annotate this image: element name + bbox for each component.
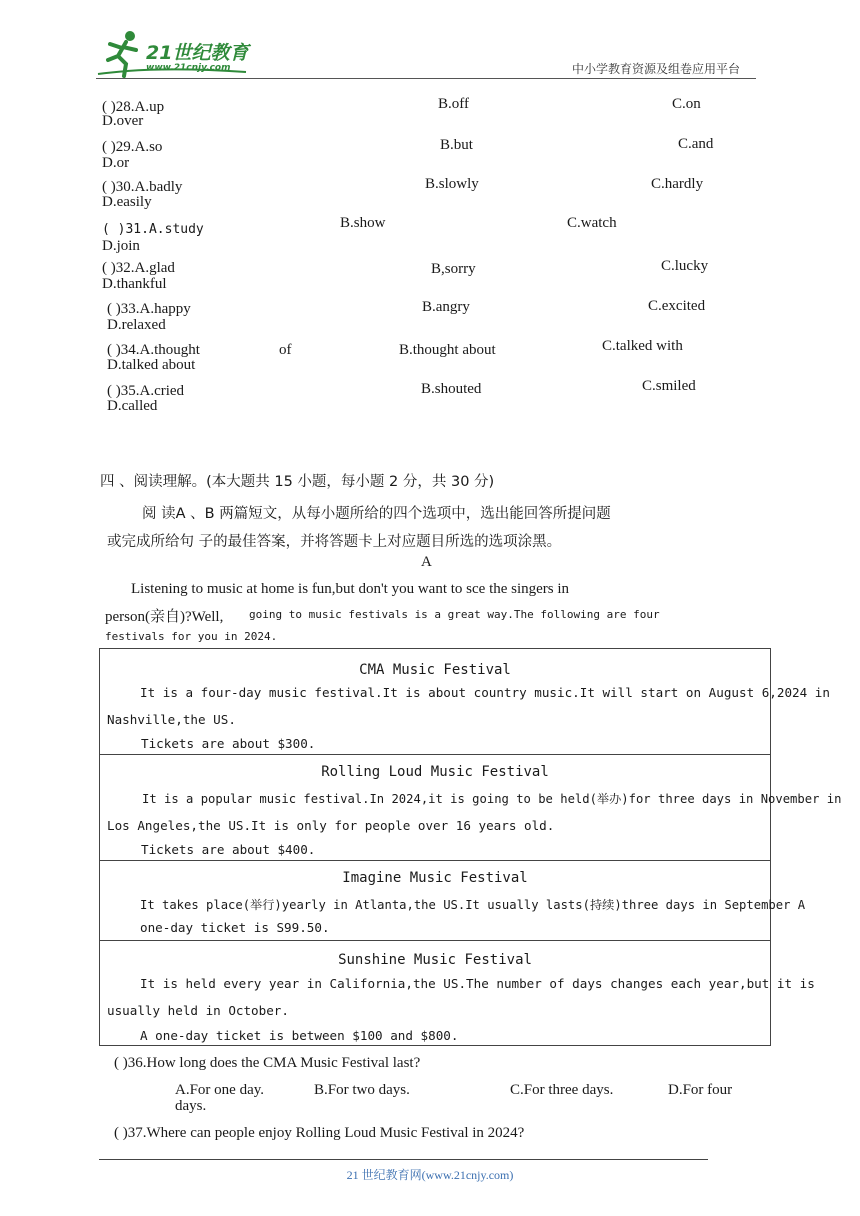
option-d: D.easily: [102, 194, 152, 210]
question-31: ( )31.A.study: [102, 222, 204, 237]
footer-text: 21 世纪教育网(www.21cnjy.com): [346, 1168, 514, 1182]
festival-title: Imagine Music Festival: [342, 870, 528, 886]
option-c: C.lucky: [661, 258, 709, 274]
option-a: A.For one day.: [175, 1082, 265, 1098]
festival-row-imagine: [100, 861, 806, 941]
option-c: C.For three days.: [510, 1082, 614, 1098]
section-heading: 四 、阅读理解。(本大题共 15 小题，每小题 2 分，共 30 分): [100, 474, 495, 490]
festival-row-sunshine: [100, 941, 815, 1045]
option-d: D.called: [107, 398, 158, 414]
option-d-cont: days.: [175, 1098, 207, 1114]
option-b: B.off: [438, 96, 469, 112]
passage-intro: festivals for you in 2024.: [105, 630, 278, 643]
festival-text: It is held every year in California,the US.The number of days changes each year,but it is: [140, 976, 815, 991]
festival-text: Los Angeles,the US.It is only for people over 16 years old.: [107, 818, 555, 833]
option-d: D.For four: [668, 1082, 733, 1098]
festival-title: CMA Music Festival: [359, 662, 511, 678]
festival-title: Sunshine Music Festival: [338, 952, 532, 968]
passage-intro: Listening to music at home is fun,but don't you want to sce the singers in: [131, 581, 570, 597]
option-c: C.excited: [648, 298, 706, 314]
passage-intro: going to music festivals is a great way.The following are four: [249, 608, 660, 621]
option-c: C.on: [672, 96, 701, 112]
option-b: B.but: [440, 137, 473, 153]
festival-text: Tickets are about $400.: [141, 842, 316, 857]
option-c: C.talked with: [602, 338, 683, 354]
instruction-line: 阅 读A 、B 两篇短文，从每小题所给的四个选项中，选出能回答所提问题: [142, 506, 611, 522]
question-36: ( )36.How long does the CMA Music Festival last?: [114, 1055, 421, 1071]
festival-row-cma: [100, 649, 830, 755]
option-c: C.hardly: [651, 176, 704, 192]
question-37: ( )37.Where can people enjoy Rolling Loud Music Festival in 2024?: [114, 1125, 525, 1141]
option-d: D.talked about: [107, 357, 196, 373]
instruction-line: 或完成所给句 子的最佳答案，并将答题卡上对应题目所选的选项涂黑。: [107, 534, 562, 550]
passage-intro: person(亲自)?Well,: [105, 609, 224, 625]
question-32: ( )32.A.glad: [102, 260, 175, 276]
option-b: B.slowly: [425, 176, 479, 192]
festival-title: Rolling Loud Music Festival: [321, 764, 549, 780]
festival-text: usually held in October.: [107, 1003, 289, 1018]
footer-divider: [99, 1159, 708, 1160]
option-c: C.and: [678, 136, 714, 152]
festival-text: It is a popular music festival.In 2024,it is going to be held(举办)for three days in November in: [142, 792, 842, 806]
option-b: B.show: [340, 215, 386, 231]
festival-text: A one-day ticket is between $100 and $800.: [140, 1028, 459, 1043]
option-b: B.shouted: [421, 381, 482, 397]
festival-text: It takes place(举行)yearly in Atlanta,the US.It usually lasts(持续)three days in September A: [140, 898, 806, 912]
option-d: D.thankful: [102, 276, 167, 292]
question-28: ( )28.A.up: [102, 99, 165, 115]
question-34: ( )34.A.thought: [107, 342, 200, 358]
option-c: C.watch: [567, 215, 617, 231]
logo-url: www.21cnjy.com: [146, 63, 231, 73]
option-b: B,sorry: [431, 261, 476, 277]
option-d: D.or: [102, 155, 130, 171]
option-d: D.over: [102, 113, 144, 129]
option-b: B.thought about: [399, 342, 496, 358]
logo-text: 21世纪教育: [146, 42, 249, 64]
question-34-of: of: [279, 342, 292, 358]
festival-text: Nashville,the US.: [107, 712, 236, 727]
platform-tagline: 中小学教育资源及组卷应用平台: [572, 62, 741, 76]
festival-text: one-day ticket is S99.50.: [140, 920, 330, 935]
question-29: ( )29.A.so: [102, 139, 163, 155]
festival-row-rolling-loud: [100, 755, 842, 861]
option-b: B.For two days.: [314, 1082, 410, 1098]
option-d: D.relaxed: [107, 317, 166, 333]
option-d: D.join: [102, 238, 140, 254]
festival-text: Tickets are about $300.: [141, 736, 316, 751]
festival-table: [99, 648, 842, 1046]
question-33: ( )33.A.happy: [107, 301, 191, 317]
header-divider: [96, 78, 756, 79]
passage-label: A: [421, 554, 432, 570]
question-30: ( )30.A.badly: [102, 179, 183, 195]
festival-text: It is a four-day music festival.It is about country music.It will start on August 6,2024 in: [140, 685, 830, 700]
option-b: B.angry: [422, 299, 470, 315]
question-35: ( )35.A.cried: [107, 383, 185, 399]
option-c: C.smiled: [642, 378, 696, 394]
